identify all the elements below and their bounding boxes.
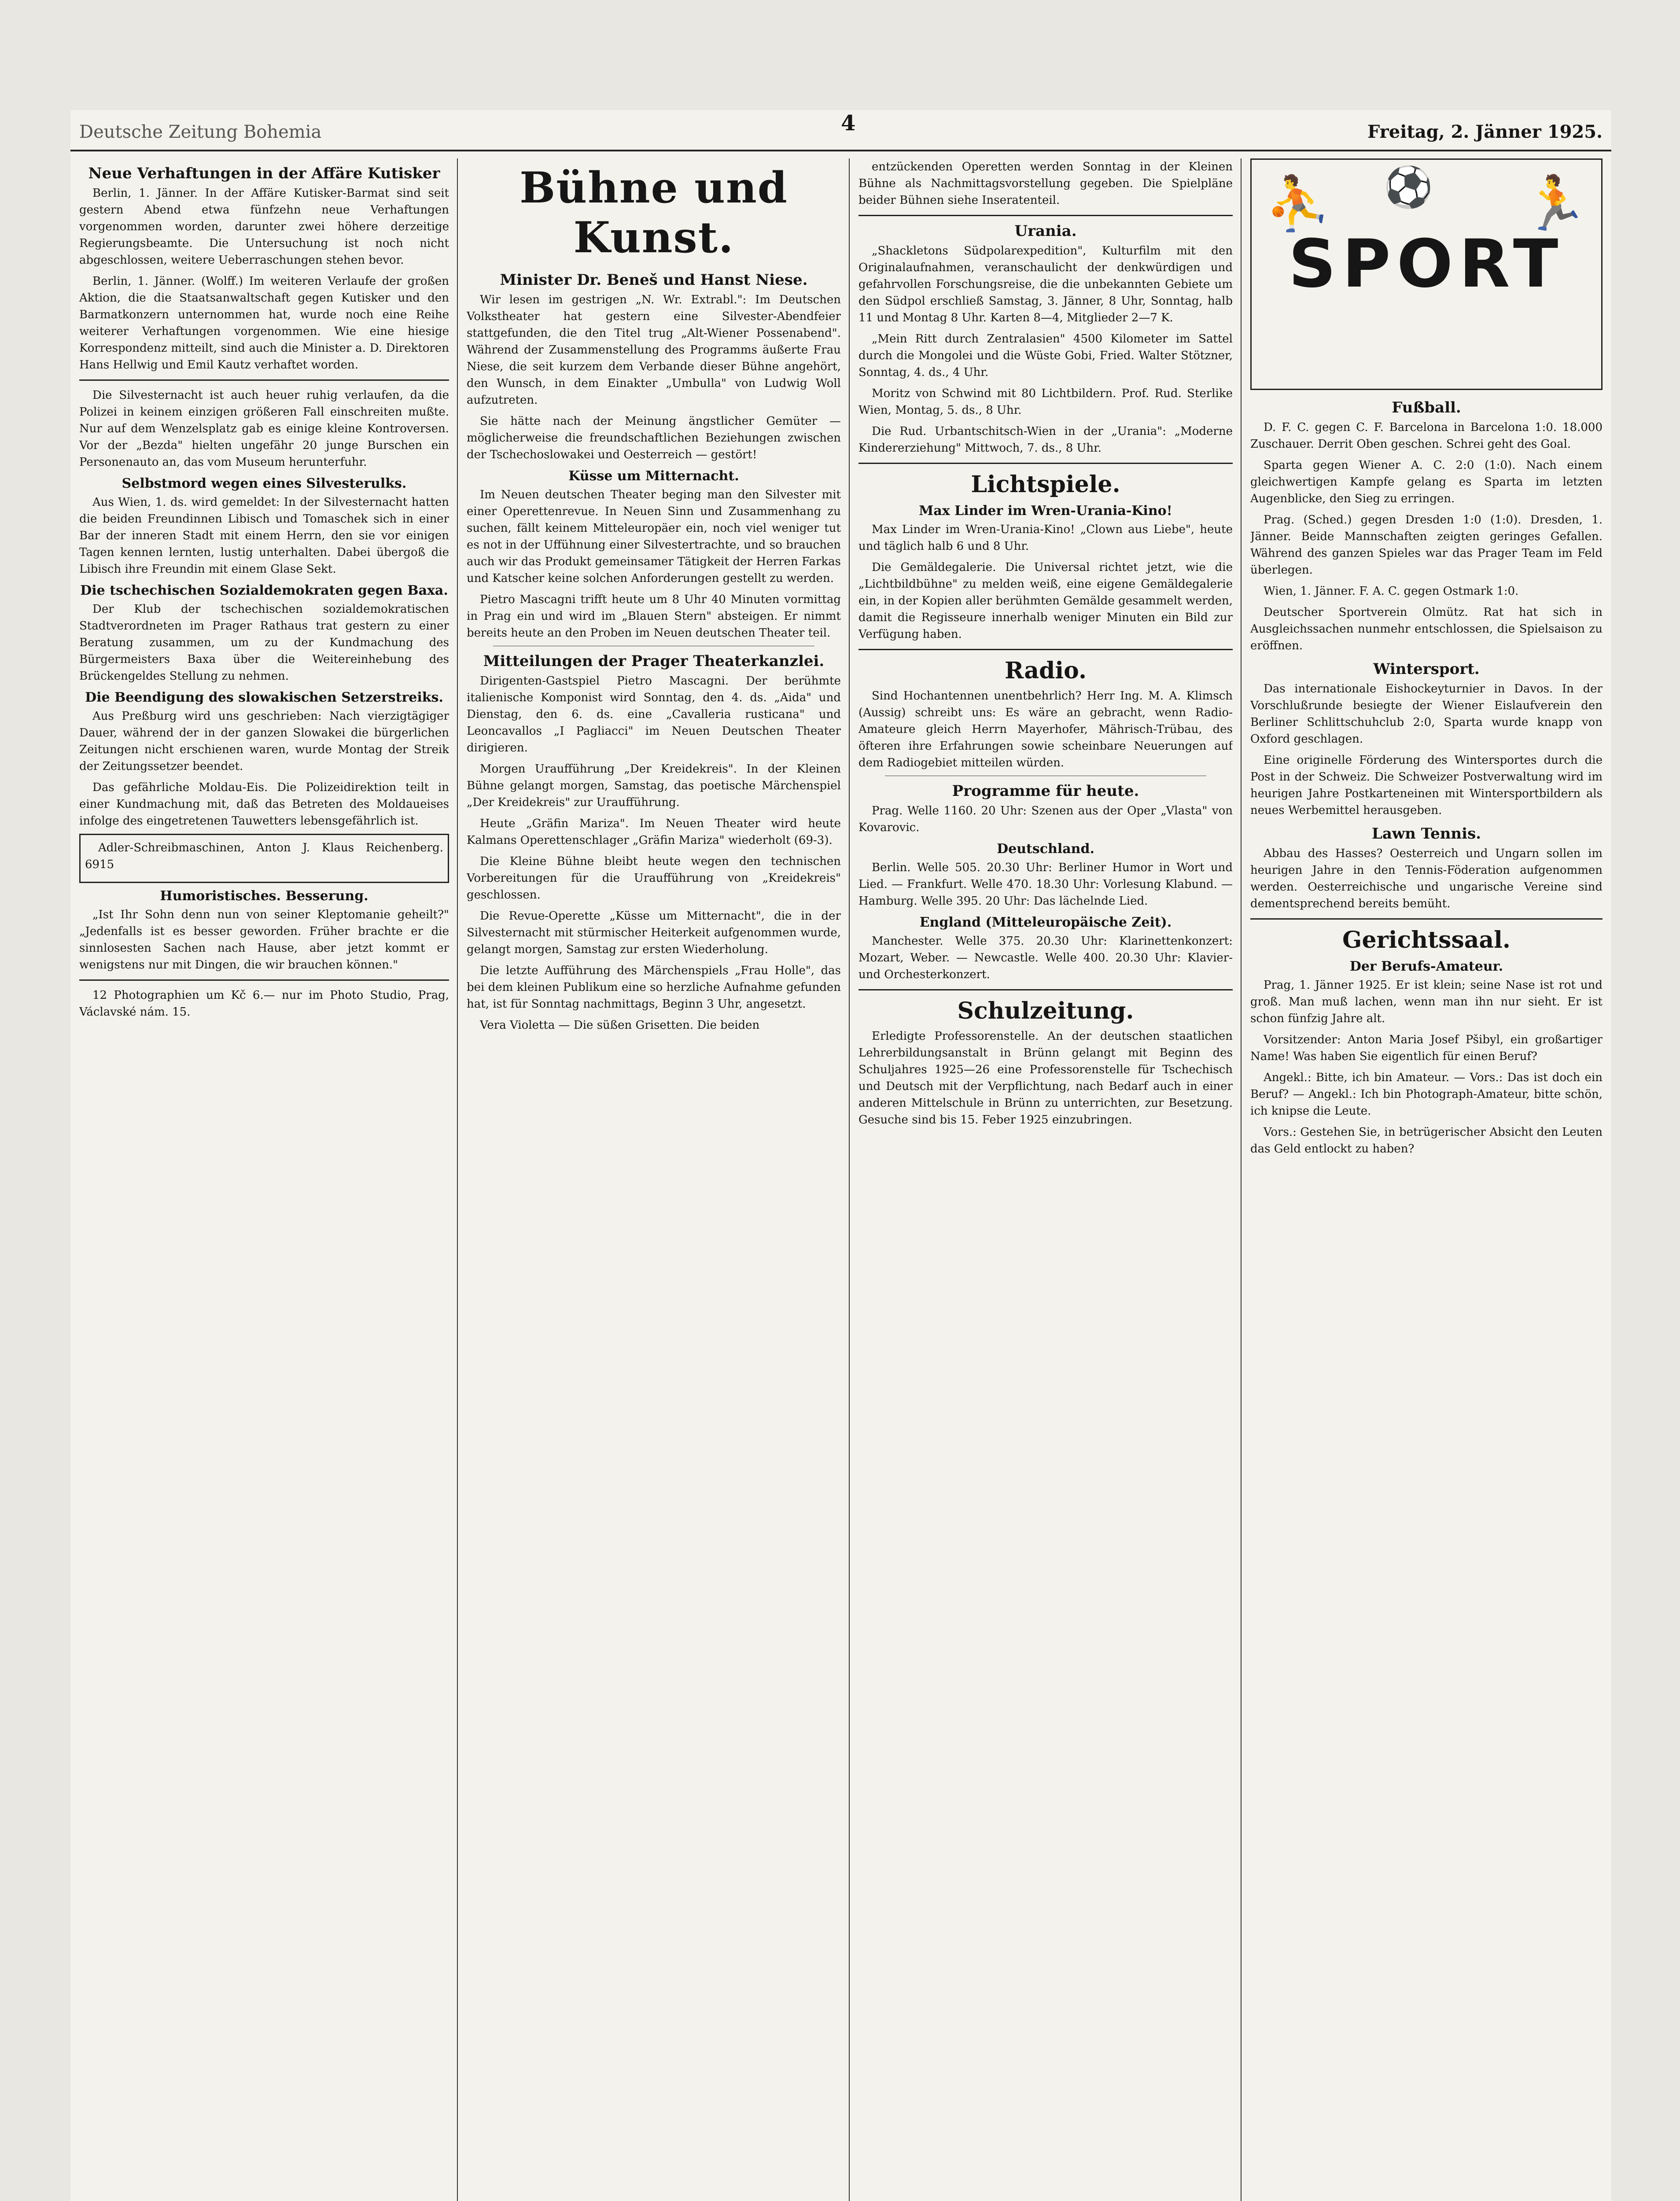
article-paragraph: Moritz von Schwind mit 80 Lichtbildern. Prof. Rud. Sterlike Wien, Montag, 5. ds., 8 Uhr. (858, 387, 1233, 417)
article-paragraph: Die Gemäldegalerie. Die Universal richtet jetzt, wie die „Lichtbildbühne" zu melden weiß, eine eigene Gemäldegalerie ein, in der Kopien aller berühmten Gemälde gesammelt werden, damit die Regisseure innerhalb weniger Minuten ein Bild zur Verfügung haben. (858, 561, 1233, 641)
article-headline: Deutschland. (997, 841, 1094, 857)
article-paragraph: „Shackletons Südpolarexpedition", Kulturfilm mit den Originalaufnahmen, veranschaulicht der denkwürdigen und gefahrvollen Forschungsreise, die die unbekannten Gebiete um den Südpol erschließ Samstag, 3. Jänner, 8 Uhr, Sonntag, halb 11 und Montag 8 Uhr. Karten 8—4, Mitglieder 2—7 K. (858, 244, 1233, 324)
article-headline: Neue Verhaftungen in der Affäre Kutisker (88, 165, 440, 182)
column-1 (79, 158, 449, 2201)
sport-banner-title: SPORT (1288, 226, 1565, 302)
section-masthead: Bühne und Kunst. (519, 163, 788, 262)
article-headline: Max Linder im Wren-Urania-Kino! (919, 503, 1172, 519)
divider (79, 379, 449, 381)
article-headline: Selbstmord wegen eines Silvesterulks. (122, 476, 407, 491)
article-headline: Programme für heute. (952, 782, 1139, 800)
article-paragraph: Erledigte Professorenstelle. An der deutschen staatlichen Lehrerbildungsanstalt in Brünn gelangt mit Beginn des Schuljahres 1925—26 eine Professorenstelle für Tschechisch und Deutsch mit der Verpflichtung, nach Bedarf auch in einer anderen Mittelschule in Brünn zu unterrichten, zur Besetzung. Gesuche sind bis 15. Feber 1925 einzubringen. (858, 1030, 1233, 1126)
divider (1250, 918, 1603, 920)
page-header (70, 111, 1611, 151)
article-paragraph: Die Rud. Urbantschitsch-Wien in der „Urania": „Moderne Kindererziehung" Mittwoch, 7. ds., 8 Uhr. (858, 425, 1233, 455)
article-paragraph: Berlin, 1. Jänner. In der Affäre Kutisker-Barmat sind seit gestern Abend etwa fünfzehn neue Verhaftungen vorgenommen worden, darunter zwei höhere derzeitige Regierungsbeamte. Die Untersuchung ist noch nicht abgeschlossen, weitere Ueberraschungen stehen bevor. (79, 187, 449, 267)
advertisement-text: 12 Photographien um Kč 6.— nur im Photo Studio, Prag, Václavské nám. 15. (79, 989, 449, 1019)
article-paragraph: Die letzte Aufführung des Märchenspiels „Frau Holle", das bei dem kleinen Publikum eine so herzliche Aufnahme gefunden hat, ist für Sonntag nachmittags, Beginn 3 Uhr, angesetzt. (467, 964, 841, 1011)
article-paragraph: „Mein Ritt durch Zentralasien" 4500 Kilometer im Sattel durch die Mongolei und die Wüste Gobi, Fried. Walter Stötzner, Sonntag, 4. ds., 4 Uhr. (858, 332, 1233, 379)
article-paragraph: D. F. C. gegen C. F. Barcelona in Barcelona 1:0. 18.000 Zuschauer. Derrit Oben geschen. Schrei geht des Goal. (1250, 421, 1603, 451)
ball-illustration-icon: ⚽ (1384, 164, 1433, 210)
article-headline: England (Mitteleuropäische Zeit). (919, 915, 1172, 930)
article-paragraph: Die Revue-Operette „Küsse um Mitternacht", die in der Silvesternacht mit stürmischer Heiterkeit aufgenommen wurde, gelangt morgen, Samstag zur ersten Wiederholung. (467, 909, 841, 956)
article-paragraph: Wien, 1. Jänner. F. A. C. gegen Ostmark 1:0. (1264, 585, 1519, 598)
column-rule (849, 158, 850, 2201)
article-headline: Die Beendigung des slowakischen Setzerstreiks. (85, 690, 443, 705)
article-headline: Humoristisches. Besserung. (160, 888, 368, 904)
article-paragraph: Die Kleine Bühne bleibt heute wegen den technischen Vorbereitungen für die Uraufführung von „Kreidekreis" geschlossen. (467, 855, 841, 902)
sport-banner (1250, 158, 1603, 390)
article-paragraph: entzückenden Operetten werden Sonntag in der Kleinen Bühne als Nachmittagsvorstellung gegeben. Die Spielpläne beider Bühnen siehe Inseratenteil. (858, 160, 1233, 207)
divider (79, 979, 449, 981)
section-heading: Gerichtssaal. (1342, 927, 1511, 953)
page-number: 4 (841, 111, 856, 136)
header-date: Freitag, 2. Jänner 1925. (1367, 121, 1603, 142)
athlete-illustration-icon: ⛹ (1265, 173, 1331, 234)
article-paragraph: Wir lesen im gestrigen „N. Wr. Extrabl.": Im Deutschen Volkstheater hat gestern eine Silvester-Abendfeier stattgefunden, die den Titel trug „Alt-Wiener Possenabend". Während der Zusammenstellung des Programms äußerte Frau Niese, die seit kurzem dem Verbande dieser Bühne angehört, den Wunsch, in dem Einakter „Umbulla" von Ludwig Woll aufzutreten. (467, 293, 841, 407)
article-paragraph: Dirigenten-Gastspiel Pietro Mascagni. Der berühmte italienische Komponist wird Sonntag, den 4. ds. „Aida" und Dienstag, den 6. ds. eine „Cavalleria rusticana" und Leoncavallos „I Pagliacci" im Neuen Deutschen Theater dirigieren. (467, 674, 841, 755)
article-headline: Wintersport. (1373, 660, 1480, 678)
header-newspaper-name: Deutsche Zeitung Bohemia (79, 122, 322, 142)
article-paragraph: Max Linder im Wren-Urania-Kino! „Clown aus Liebe", heute und täglich halb 6 und 8 Uhr. (858, 523, 1233, 553)
article-paragraph: Prag. (Sched.) gegen Dresden 1:0 (1:0). Dresden, 1. Jänner. Beide Mannschaften zeigten geringes Gefallen. Während des ganzen Spieles war das Prager Team im Feld überlegen. (1250, 513, 1603, 577)
article-headline: Der Berufs-Amateur. (1349, 959, 1503, 974)
newspaper-page (70, 110, 1611, 2201)
article-paragraph: Morgen Uraufführung „Der Kreidekreis". In der Kleinen Bühne gelangt morgen, Samstag, das poetische Märchenspiel „Der Kreidekreis" zur Uraufführung. (467, 762, 841, 809)
article-paragraph: Eine originelle Förderung des Wintersportes durch die Post in der Schweiz. Die Schweizer Postverwaltung wird im heurigen Jahre Postkarteneinen mit Wintersportbildern als neues Werbemittel herausgeben. (1250, 754, 1603, 817)
article-headline: Küsse um Mitternacht. (568, 468, 739, 484)
article-paragraph: Manchester. Welle 375. 20.30 Uhr: Klarinettenkonzert: Mozart, Weber. — Newcastle. Welle 400. 20.30 Uhr: Klavier- und Orchesterkonzert. (858, 935, 1233, 981)
divider (858, 215, 1233, 216)
article-paragraph: Pietro Mascagni trifft heute um 8 Uhr 40 Minuten vormittag in Prag ein und wird im „Blauen Stern" absteigen. Er nimmt bereits heute an den Proben im Neuen deutschen Theater teil. (467, 593, 841, 640)
article-headline: Urania. (1014, 222, 1077, 240)
article-paragraph: Vors.: Gestehen Sie, in betrügerischer Absicht den Leuten das Geld entlockt zu haben? (1250, 1126, 1603, 1156)
article-paragraph: Das internationale Eishockeyturnier in Davos. In der Vorschlußrunde besiegte der Wiener Eislaufverein den Berliner Schlittschuhclub 2:0, Sparta wurde knapp von Oxford geschlagen. (1250, 682, 1603, 746)
column-3 (858, 158, 1233, 2201)
article-paragraph: Berlin. Welle 505. 20.30 Uhr: Berliner Humor in Wort und Lied. — Frankfurt. Welle 470. 18.30 Uhr: Vorlesung Klabund. — Hamburg. Welle 395. 20 Uhr: Das lächelnde Lied. (858, 861, 1233, 908)
column-2 (467, 158, 841, 2201)
article-paragraph: Heute „Gräfin Mariza". Im Neuen Theater wird heute Kalmans Operettenschlager „Gräfin Mariza" wiederholt (69-3). (467, 817, 841, 847)
article-paragraph: Sind Hochantennen unentbehrlich? Herr Ing. M. A. Klimsch (Aussig) schreibt uns: Es wäre an gebracht, wenn Radio-Amateure gleich Herrn Mayerhofer, Mährisch-Trübau, des öfteren ihre Erfahrungen sowie scheinbare Neuerungen auf dem Radiogebiet mitteilen würden. (858, 689, 1233, 769)
section-heading: Radio. (1004, 657, 1087, 684)
runner-illustration-icon: 🏃 (1522, 173, 1588, 234)
article-paragraph: Das gefährliche Moldau-Eis. Die Polizeidirektion teilt in einer Kundmachung mit, daß das Betreten des Moldaueises infolge des eingetretenen Tauwetters lebensgefährlich ist. (79, 781, 449, 828)
column-rule (1241, 158, 1242, 2201)
article-paragraph: Vorsitzender: Anton Maria Josef Pšibyl, ein großartiger Name! Was haben Sie eigentlich für einen Beruf? (1250, 1033, 1603, 1063)
article-paragraph: Vera Violetta — Die süßen Grisetten. Die beiden (480, 1019, 760, 1032)
article-paragraph: Aus Wien, 1. ds. wird gemeldet: In der Silvesternacht hatten die beiden Freundinnen Libisch und Tomaschek sich in einer Bar der inneren Stadt mit einem Herrn, den sie vor einigen Tagen kennen lernten, lustig unterhalten. Dabei übergoß die Libisch ihre Freundin mit einem Glase Sekt. (79, 496, 449, 576)
divider (858, 989, 1233, 990)
column-4 (1250, 158, 1603, 2201)
article-paragraph: Angekl.: Bitte, ich bin Amateur. — Vors.: Das ist doch ein Beruf? — Angekl.: Ich bin Photograph-Amateur, bitte schön, ich knipse die Leute. (1250, 1071, 1603, 1118)
article-paragraph: Prag, 1. Jänner 1925. Er ist klein; seine Nase ist rot und groß. Man muß lachen, wenn man ihn nur sieht. Er ist schon fünfzig Jahre alt. (1250, 979, 1603, 1025)
divider (858, 649, 1233, 650)
section-heading: Lichtspiele. (971, 471, 1120, 498)
advertisement (79, 834, 449, 883)
article-paragraph: Sie hätte nach der Meinung ängstlicher Gemüter — möglicherweise die freundschaftlichen Beziehungen zwischen der Tschechoslowakei und Oesterreich — gestört! (467, 415, 841, 461)
article-paragraph: Aus Preßburg wird uns geschrieben: Nach vierzigtägiger Dauer, während der in der ganzen Slowakei die bürgerlichen Zeitungen nicht erschienen waren, wurde Montag der Streik der Zeitungssetzer beendet. (79, 710, 449, 773)
article-paragraph: Prag. Welle 1160. 20 Uhr: Szenen aus der Oper „Vlasta" von Kovarovic. (858, 804, 1233, 834)
advertisement-text: Adler-Schreibmaschinen, Anton J. Klaus Reichenberg. 6915 (85, 841, 443, 871)
article-paragraph: Deutscher Sportverein Olmütz. Rat hat sich in Ausgleichssachen nunmehr entschlossen, die Spielsaison zu eröffnen. (1250, 606, 1603, 652)
article-paragraph: Die Silvesternacht ist auch heuer ruhig verlaufen, da die Polizei in keinem einzigen größeren Fall einschreiten mußte. Nur auf dem Wenzelsplatz gab es einige kleine Kontroversen. Vor der „Bezda" hielten ungefähr 20 junge Burschen ein Personenauto an, das vom Museum herunterfuhr. (79, 389, 449, 469)
article-headline: Mitteilungen der Prager Theaterkanzlei. (483, 652, 825, 670)
article-headline: Lawn Tennis. (1371, 825, 1481, 843)
article-headline: Fußball. (1392, 399, 1461, 416)
article-paragraph: „Ist Ihr Sohn denn nun von seiner Kleptomanie geheilt?" „Jedenfalls ist es besser geworden. Früher brachte er die sinnlosesten Sachen nach Hause, aber jetzt kommt er wenigstens nur mit Dingen, die wir brauchen können." (79, 908, 449, 972)
article-headline: Die tschechischen Sozialdemokraten gegen Baxa. (80, 583, 448, 598)
column-rule (457, 158, 458, 2201)
divider (858, 463, 1233, 464)
article-paragraph: Berlin, 1. Jänner. (Wolff.) Im weiteren Verlaufe der großen Aktion, die die Staatsanwaltschaft gegen Kutisker und den Barmatkonzern unternommen hat, wurde noch eine Reihe weiterer Verhaftungen vorgenommen. Wie eine hiesige Korrespondenz mitteilt, sind auch die Minister a. D. Direktoren Hans Hellwig und Emil Kautz verhaftet worden. (79, 275, 449, 372)
article-paragraph: Im Neuen deutschen Theater beging man den Silvester mit einer Operettenrevue. In Neuen Sinn und Zusammenhang zu suchen, fällt keinem Mitteleuropäer ein, noch viel weniger tut es not in der Uffühnung einer Silvestertrachte, und so brauchen auch wir das Produkt gemeinsamer Tätigkeit der Herren Farkas und Katscher keine solchen Anforderungen gestellt zu werden. (467, 488, 841, 585)
section-heading: Schulzeitung. (957, 997, 1134, 1024)
article-paragraph: Abbau des Hasses? Oesterreich und Ungarn sollen im heurigen Jahre in den Tennis-Föderation aufgenommen werden. Oesterreichische und ungarische Vereine sind dementsprechend bereits bemüht. (1250, 847, 1603, 910)
article-paragraph: Sparta gegen Wiener A. C. 2:0 (1:0). Nach einem gleichwertigen Kampfe gelang es Sparta im letzten Augenblicke, den Sieg zu erringen. (1250, 459, 1603, 505)
article-headline: Minister Dr. Beneš und Hanst Niese. (500, 271, 808, 289)
article-paragraph: Der Klub der tschechischen sozialdemokratischen Stadtverordneten im Prager Rathaus trat gestern zu einer Beratung zusammen, um zu der Kundmachung des Bürgermeisters Baxa über die Weitereinhebung des Brückengeldes Stellung zu nehmen. (79, 603, 449, 683)
